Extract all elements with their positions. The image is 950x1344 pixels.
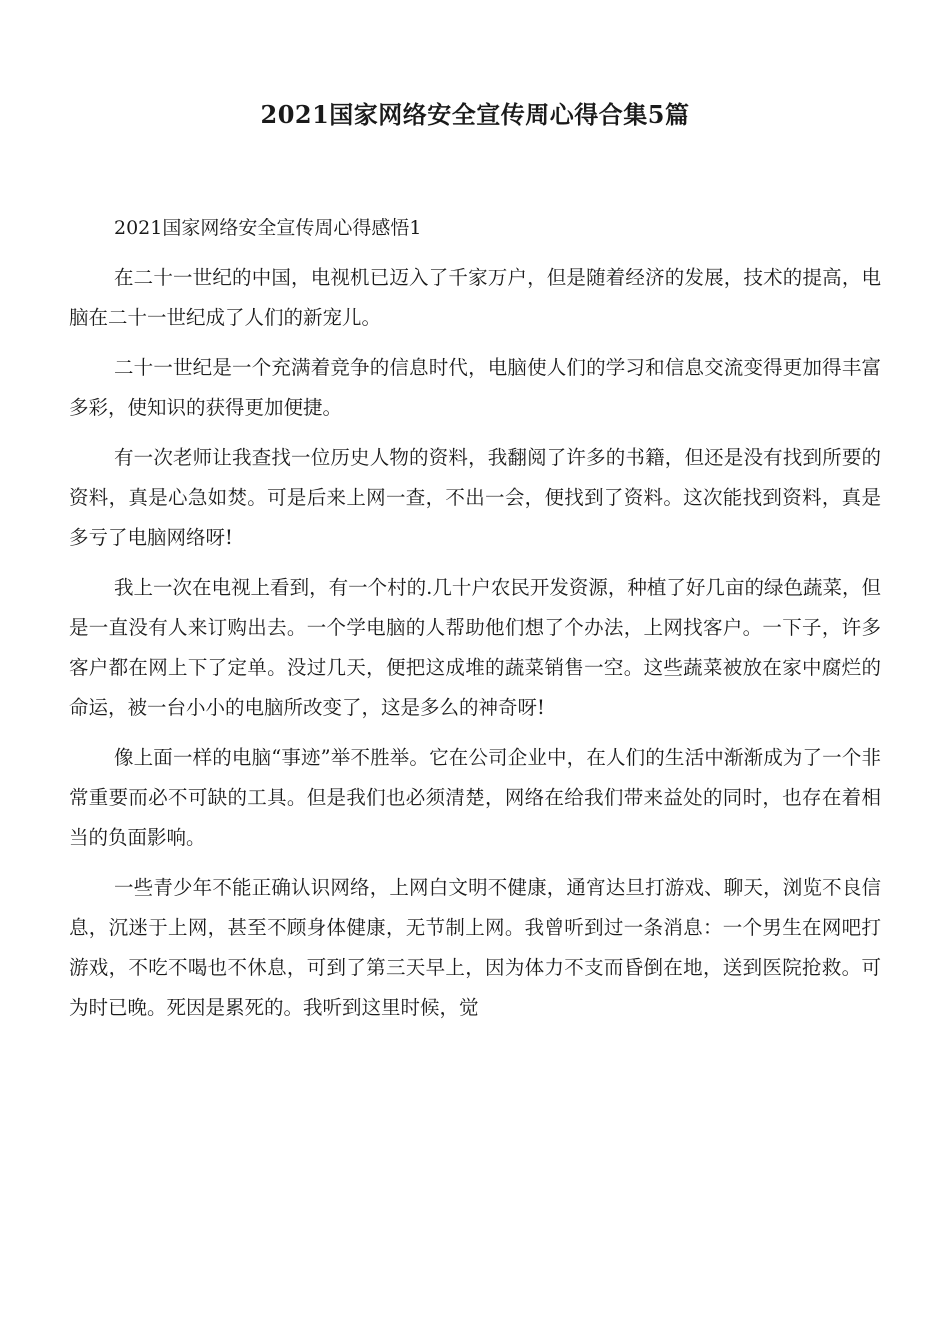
paragraph-6: 一些青少年不能正确认识网络，上网白文明不健康，通宵达旦打游戏、聊天，浏览不良信息，沉迷于上网，甚至不顾身体健康，无节制上网。我曾听到过一条消息：一个男生在网吧打游戏，不吃不喝也不休息，可到了第三天早上，因为体力不支而昏倒在地，送到医院抢救。可为时已晚。死因是累死的。我听到这里时候，觉 — [69, 876, 881, 1019]
section-heading: 2021国家网络安全宣传周心得感悟1 — [114, 217, 422, 239]
document-title: 2021国家网络安全宣传周心得合集5篇 — [260, 100, 690, 129]
paragraph-1: 在二十一世纪的中国，电视机已迈入了千家万户，但是随着经济的发展，技术的提高，电脑在二十一世纪成了人们的新宠儿。 — [69, 266, 881, 329]
document-body — [69, 208, 881, 1028]
paragraph-4: 我上一次在电视上看到，有一个村的.几十户农民开发资源，种植了好几亩的绿色蔬菜，但是一直没有人来订购出去。一个学电脑的人帮助他们想了个办法，上网找客户。一下子，许多客户都在网上下了定单。没过几天，便把这成堆的蔬菜销售一空。这些蔬菜被放在家中腐烂的命运，被一台小小的电脑所改变了，这是多么的神奇呀! — [69, 576, 881, 719]
paragraph-5: 像上面一样的电脑“事迹”举不胜举。它在公司企业中，在人们的生活中渐渐成为了一个非常重要而必不可缺的工具。但是我们也必须清楚，网络在给我们带来益处的同时，也存在着相当的负面影响。 — [69, 746, 881, 849]
paragraph-2: 二十一世纪是一个充满着竞争的信息时代，电脑使人们的学习和信息交流变得更加得丰富多彩，使知识的获得更加便捷。 — [69, 356, 881, 419]
paragraph-3: 有一次老师让我查找一位历史人物的资料，我翻阅了许多的书籍，但还是没有找到所要的资料，真是心急如焚。可是后来上网一查，不出一会，便找到了资料。这次能找到资料，真是多亏了电脑网络呀! — [69, 446, 881, 549]
